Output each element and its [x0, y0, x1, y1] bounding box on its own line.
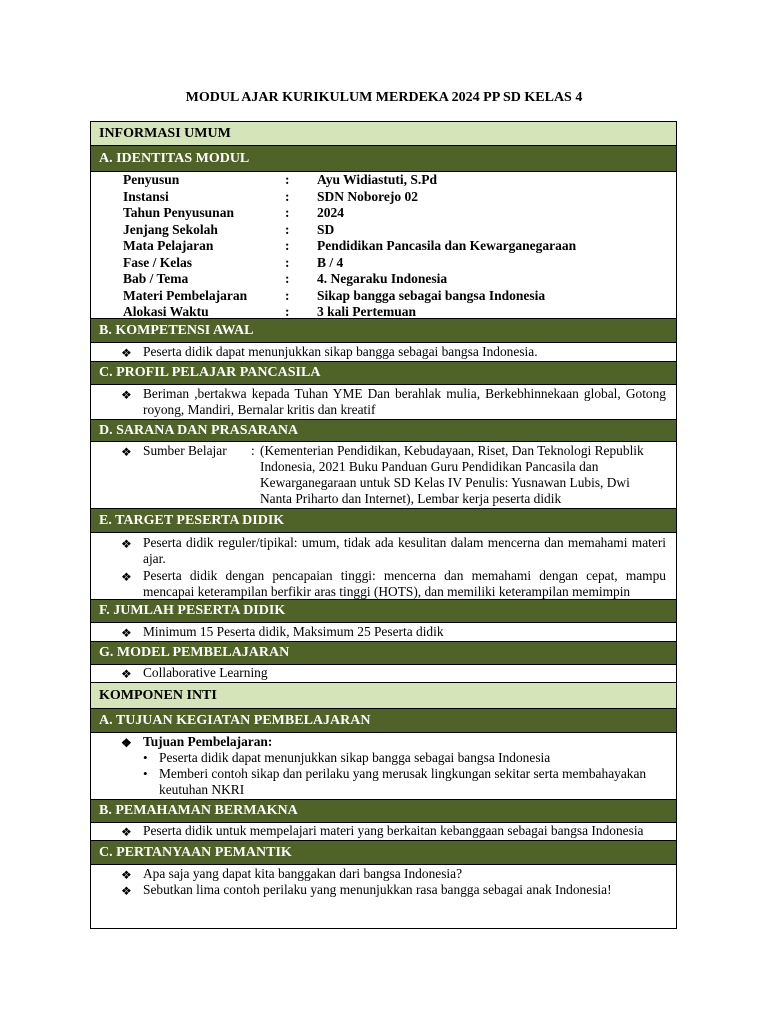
list-item [91, 665, 676, 681]
identitas-block [91, 172, 676, 319]
identitas-label: Fase / Kelas [123, 254, 192, 270]
identitas-label: Instansi [123, 188, 169, 204]
tujuan-item-1: Peserta didik dapat menunjukkan sikap bangga sebagai bangsa Indonesia [159, 750, 551, 765]
jumlah-block [91, 623, 676, 642]
identitas-label: Tahun Penyusunan [123, 205, 234, 220]
section-model-pembelajaran: G. MODEL PEMBELAJARAN [91, 642, 676, 665]
diamond-bullet-icon: ❖ [121, 667, 132, 681]
list-item [91, 766, 676, 798]
diamond-bullet-icon: ❖ [121, 346, 132, 360]
identitas-label: Jenjang Sekolah [123, 221, 218, 237]
tujuan-item-2: Memberi contoh sikap dan perilaku yang merusak lingkungan sekitar serta membahayakan keutuhan NKRI [159, 766, 647, 797]
section-sarana-prasarana: D. SARANA DAN PRASARANA [91, 420, 676, 442]
list-item [91, 750, 676, 766]
section-pemahaman-bermakna: B. PEMAHAMAN BERMAKNA [91, 800, 676, 823]
identitas-value: 3 kali Pertemuan [317, 304, 416, 319]
diamond-bullet-icon: ❖ [121, 570, 132, 584]
identitas-label: Materi Pembelajaran [123, 287, 248, 303]
identitas-colon: : [285, 304, 290, 319]
pertanyaan-text-2: Sebutkan lima contoh perilaku yang menunjukkan rasa bangga sebagai anak Indonesia! [143, 882, 612, 897]
target-text-2: Peserta didik dengan pencapaian tinggi: mencerna dan memahami dengan cepat, mampu mencapai keterampilan berfikir aras tinggi (HOTS), dan memiliki keterampilan memimpin [143, 568, 666, 599]
pertanyaan-block [91, 865, 676, 928]
bullet-dot-icon: • [143, 750, 148, 765]
profil-pelajar-text: Beriman ,bertakwa kepada Tuhan YME Dan berahlak mulia, Berkebhinnekaan global, Gotong royong, Mandiri, Bernalar kritis dan kreatif [143, 386, 666, 417]
section-kompetensi-awal: B. KOMPETENSI AWAL [91, 319, 676, 343]
list-item [91, 866, 676, 882]
diamond-bullet-icon: ❖ [121, 626, 132, 640]
identitas-value: 4. Negaraku Indonesia [317, 271, 448, 286]
model-block [91, 665, 676, 683]
section-tujuan-kegiatan: A. TUJUAN KEGIATAN PEMBELAJARAN [91, 709, 676, 733]
diamond-bullet-icon: ❖ [121, 825, 132, 839]
identitas-label: Bab / Tema [123, 271, 189, 286]
diamond-bullet-icon: ❖ [121, 445, 132, 459]
diamond-bullet-icon: ❖ [121, 537, 132, 551]
kompetensi-awal-block [91, 343, 676, 362]
jumlah-text: Minimum 15 Peserta didik, Maksimum 25 Peserta didik [143, 624, 444, 639]
section-jumlah-peserta: F. JUMLAH PESERTA DIDIK [91, 600, 676, 623]
section-komponen-inti: KOMPONEN INTI [91, 683, 676, 709]
identitas-value: B / 4 [317, 254, 344, 270]
section-informasi-umum: INFORMASI UMUM [91, 122, 676, 146]
identitas-label: Alokasi Waktu [123, 304, 209, 319]
section-profil-pelajar: C. PROFIL PELAJAR PANCASILA [91, 362, 676, 385]
sumber-belajar-colon: : [251, 443, 255, 458]
list-item [91, 823, 676, 839]
document-title: MODUL AJAR KURIKULUM MERDEKA 2024 PP SD KELAS 4 [185, 90, 583, 105]
identitas-value: Sikap bangga sebagai bangsa Indonesia [317, 287, 546, 303]
diamond-bullet-icon: ❖ [121, 868, 132, 882]
identitas-colon: : [285, 287, 290, 303]
identitas-label: Mata Pelajaran [123, 238, 214, 253]
pertanyaan-text-1: Apa saja yang dapat kita banggakan dari bangsa Indonesia? [143, 866, 463, 881]
identitas-value: SD [317, 221, 335, 237]
identitas-colon: : [285, 238, 290, 253]
identitas-colon: : [285, 188, 290, 204]
identitas-colon: : [285, 221, 290, 237]
identitas-colon: : [285, 205, 290, 220]
diamond-bullet-icon: ❖ [121, 388, 132, 402]
target-block [91, 533, 676, 600]
tujuan-block [91, 733, 676, 800]
list-item [91, 386, 676, 418]
profil-pelajar-block [91, 385, 676, 420]
list-item [91, 624, 676, 640]
module-table [90, 121, 677, 929]
sarana-block [91, 442, 676, 509]
identitas-label: Penyusun [123, 172, 180, 187]
list-item [91, 568, 676, 600]
list-item [91, 344, 676, 360]
identitas-value: SDN Noborejo 02 [317, 188, 418, 204]
section-pertanyaan-pemantik: C. PERTANYAAN PEMANTIK [91, 841, 676, 865]
sumber-belajar-label: Sumber Belajar [143, 443, 227, 458]
tujuan-heading: Tujuan Pembelajaran: [143, 734, 273, 749]
identitas-colon: : [285, 254, 290, 270]
section-target-peserta: E. TARGET PESERTA DIDIK [91, 509, 676, 533]
identitas-value: 2024 [317, 205, 344, 220]
identitas-value: Pendidikan Pancasila dan Kewarganegaraan [317, 238, 577, 253]
sarana-item [91, 443, 676, 509]
list-item [91, 535, 676, 567]
target-text-1: Peserta didik reguler/tipikal: umum, tidak ada kesulitan dalam mencerna dan memahami materi ajar. [143, 535, 666, 566]
list-item [91, 734, 676, 750]
pemahaman-text: Peserta didik untuk mempelajari materi yang berkaitan kebanggaan sebagai bangsa Indonesia [143, 823, 644, 838]
list-item [91, 882, 676, 898]
kompetensi-awal-text: Peserta didik dapat menunjukkan sikap bangga sebagai bangsa Indonesia. [143, 344, 538, 359]
bullet-dot-icon: • [143, 766, 148, 781]
diamond-bullet-icon: ❖ [121, 884, 132, 898]
sumber-belajar-text: (Kementerian Pendidikan, Kebudayaan, Riset, Dan Teknologi Republik Indonesia, 2021 Buku Panduan Guru Pendidikan Pancasila dan Kewarganegaraan untuk SD Kelas IV Penulis: Yusnawan Lubis, Dwi Nanta Priharto dan Internet), Lembar kerja peserta didik [260, 443, 644, 506]
identitas-colon: : [285, 172, 290, 187]
section-identitas-modul: A. IDENTITAS MODUL [91, 146, 676, 172]
model-text: Collaborative Learning [143, 665, 268, 680]
identitas-value: Ayu Widiastuti, S.Pd [317, 172, 438, 187]
pemahaman-block [91, 823, 676, 841]
diamond-bullet-icon: ❖ [121, 736, 132, 750]
identitas-colon: : [285, 271, 290, 286]
